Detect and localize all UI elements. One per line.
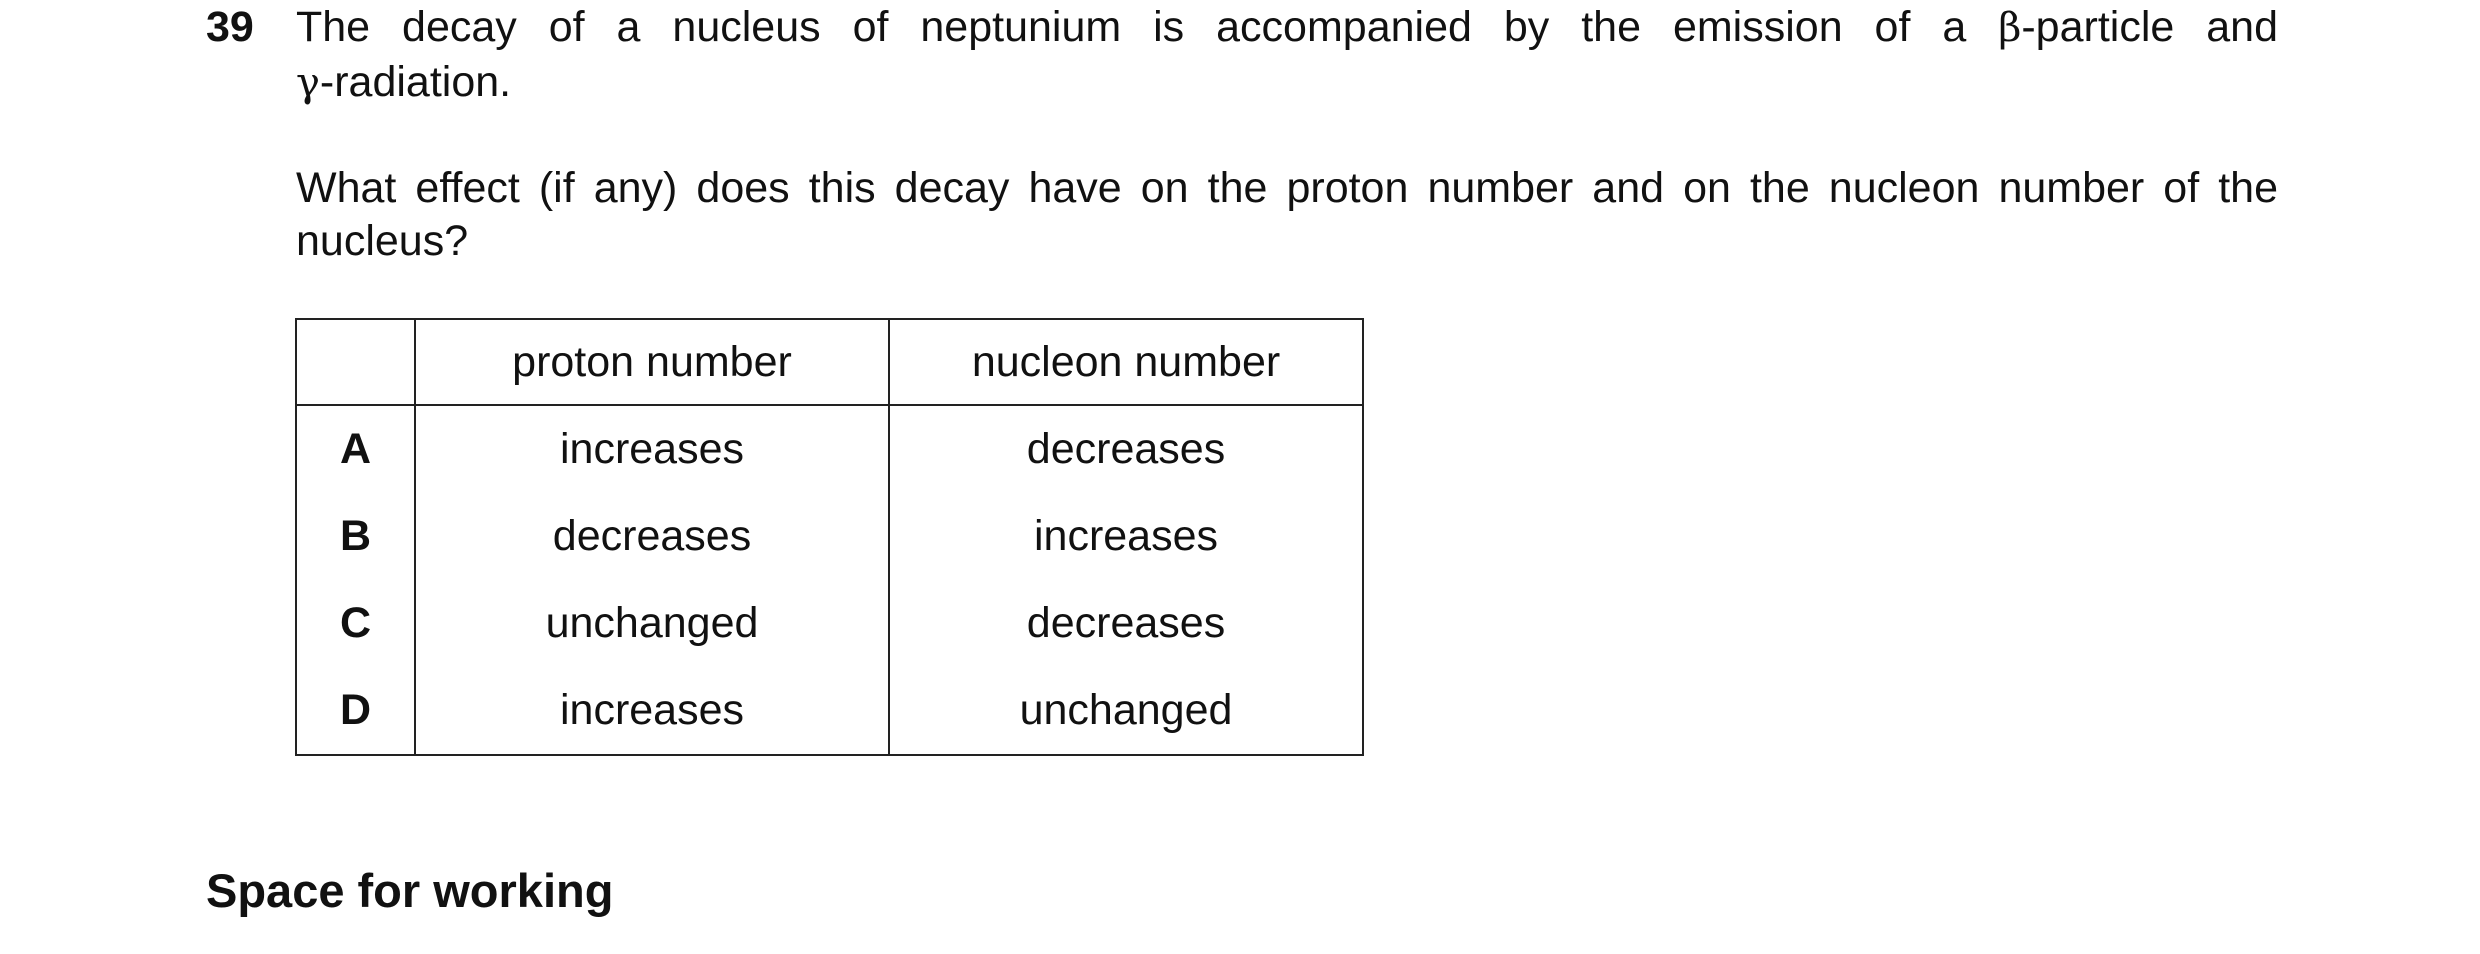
answer-options-table — [295, 318, 1364, 756]
header-nucleon-number: nucleon number — [889, 319, 1363, 405]
option-key: C — [296, 580, 415, 667]
stem-text: The decay of a nucleus of neptunium is accompanied by the emission of a — [296, 3, 1999, 51]
option-nucleon-value: decreases — [889, 405, 1363, 493]
question-stem-line-2 — [296, 55, 2278, 111]
gamma-symbol: γ — [296, 60, 320, 106]
space-for-working-label: Space for working — [206, 864, 614, 917]
beta-symbol: β — [1998, 5, 2022, 51]
option-row-b[interactable] — [296, 493, 1363, 580]
option-key: A — [296, 405, 415, 493]
option-proton-value: unchanged — [415, 580, 889, 667]
option-nucleon-value: increases — [889, 493, 1363, 580]
option-nucleon-value: unchanged — [889, 667, 1363, 755]
stem-text-end: -particle and — [2021, 3, 2278, 51]
option-nucleon-value: decreases — [889, 580, 1363, 667]
stem-text-radiation: -radiation. — [319, 58, 512, 106]
option-proton-value: increases — [415, 667, 889, 755]
option-row-a[interactable] — [296, 405, 1363, 493]
header-blank — [296, 319, 415, 405]
table-header-row — [296, 319, 1363, 405]
option-key: B — [296, 493, 415, 580]
option-row-c[interactable] — [296, 580, 1363, 667]
header-proton-number: proton number — [415, 319, 889, 405]
option-proton-value: increases — [415, 405, 889, 493]
question-number: 39 — [206, 3, 254, 51]
option-proton-value: decreases — [415, 493, 889, 580]
question-prompt-line-2: nucleus? — [296, 217, 469, 265]
question-stem-line-1 — [296, 0, 2278, 56]
option-row-d[interactable] — [296, 667, 1363, 755]
option-key: D — [296, 667, 415, 755]
question-prompt-line-1: What effect (if any) does this decay have on the proton number and on the nucleon number of the — [296, 164, 2278, 212]
